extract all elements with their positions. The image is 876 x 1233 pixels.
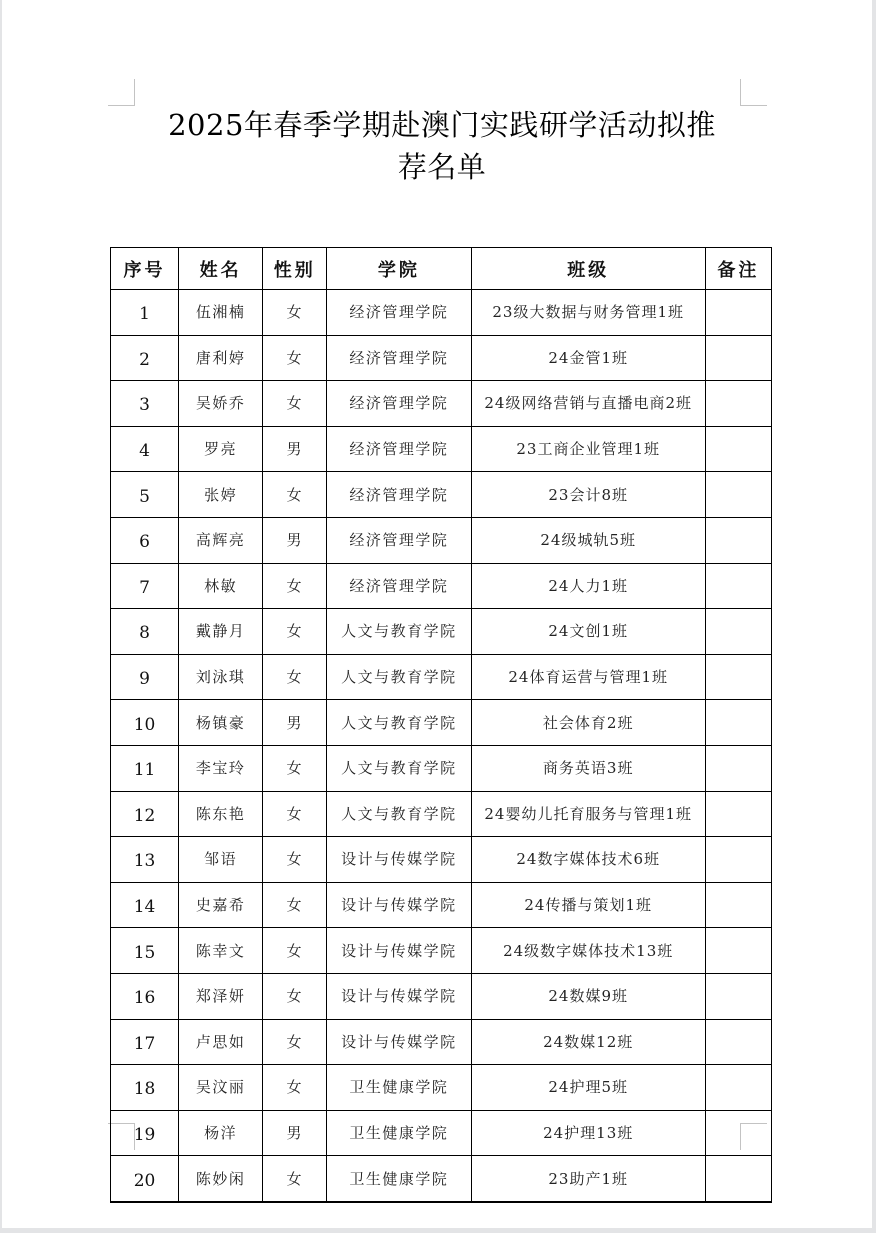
cell-gender: 女 (263, 837, 327, 883)
header-class: 班级 (471, 248, 705, 290)
table-row (111, 973, 772, 1019)
header-gender: 性别 (263, 248, 327, 290)
cell-class: 23会计8班 (471, 472, 705, 518)
cell-name: 郑泽妍 (179, 973, 263, 1019)
cell-name: 罗亮 (179, 426, 263, 472)
table-header-row (111, 248, 772, 290)
cell-serial-number: 18 (111, 1065, 179, 1111)
cell-serial-number: 5 (111, 472, 179, 518)
table-row (111, 426, 772, 472)
cell-gender: 女 (263, 745, 327, 791)
cell-class: 24婴幼儿托育服务与管理1班 (471, 791, 705, 837)
cell-name: 张婷 (179, 472, 263, 518)
cell-remark (705, 837, 771, 883)
cell-class: 24金管1班 (471, 335, 705, 381)
cell-gender: 女 (263, 882, 327, 928)
table-row (111, 290, 772, 336)
cell-remark (705, 426, 771, 472)
cell-college: 设计与传媒学院 (327, 928, 471, 974)
header-remark: 备注 (705, 248, 771, 290)
cell-serial-number: 4 (111, 426, 179, 472)
cell-gender: 男 (263, 1110, 327, 1156)
cell-name: 伍湘楠 (179, 290, 263, 336)
cell-serial-number: 14 (111, 882, 179, 928)
cell-name: 戴静月 (179, 609, 263, 655)
table-row (111, 609, 772, 655)
cell-name: 陈东艳 (179, 791, 263, 837)
table-row (111, 654, 772, 700)
cell-college: 经济管理学院 (327, 472, 471, 518)
cell-college: 卫生健康学院 (327, 1156, 471, 1202)
cell-gender: 女 (263, 1156, 327, 1202)
cell-name: 卢思如 (179, 1019, 263, 1065)
cell-college: 经济管理学院 (327, 381, 471, 427)
cell-class: 24体育运营与管理1班 (471, 654, 705, 700)
cell-remark (705, 973, 771, 1019)
cell-class: 24数媒9班 (471, 973, 705, 1019)
cell-serial-number: 7 (111, 563, 179, 609)
cell-name: 林敏 (179, 563, 263, 609)
cell-college: 经济管理学院 (327, 426, 471, 472)
cell-remark (705, 1156, 771, 1202)
cell-serial-number: 10 (111, 700, 179, 746)
cell-class: 24级网络营销与直播电商2班 (471, 381, 705, 427)
cell-serial-number: 2 (111, 335, 179, 381)
cell-gender: 女 (263, 973, 327, 1019)
margin-corner-mark-top-right (740, 79, 767, 106)
cell-class: 24护理5班 (471, 1065, 705, 1111)
table-body (111, 290, 772, 1202)
cell-class: 商务英语3班 (471, 745, 705, 791)
table-row (111, 1156, 772, 1202)
cell-gender: 女 (263, 1065, 327, 1111)
cell-college: 经济管理学院 (327, 290, 471, 336)
cell-college: 人文与教育学院 (327, 791, 471, 837)
header-name: 姓名 (179, 248, 263, 290)
header-serial-number: 序号 (111, 248, 179, 290)
cell-name: 李宝玲 (179, 745, 263, 791)
cell-college: 设计与传媒学院 (327, 882, 471, 928)
table-row (111, 837, 772, 883)
cell-gender: 女 (263, 381, 327, 427)
cell-class: 24人力1班 (471, 563, 705, 609)
cell-serial-number: 19 (111, 1110, 179, 1156)
cell-class: 23级大数据与财务管理1班 (471, 290, 705, 336)
table-row (111, 563, 772, 609)
cell-class: 24级数字媒体技术13班 (471, 928, 705, 974)
cell-remark (705, 791, 771, 837)
table-row (111, 1110, 772, 1156)
table-row (111, 517, 772, 563)
cell-serial-number: 11 (111, 745, 179, 791)
cell-college: 卫生健康学院 (327, 1110, 471, 1156)
header-college: 学院 (327, 248, 471, 290)
cell-serial-number: 1 (111, 290, 179, 336)
cell-serial-number: 20 (111, 1156, 179, 1202)
cell-college: 经济管理学院 (327, 335, 471, 381)
recommendation-table (110, 247, 772, 1203)
cell-remark (705, 472, 771, 518)
table-row (111, 381, 772, 427)
cell-gender: 女 (263, 928, 327, 974)
cell-college: 经济管理学院 (327, 517, 471, 563)
cell-gender: 女 (263, 335, 327, 381)
cell-name: 史嘉希 (179, 882, 263, 928)
cell-name: 刘泳琪 (179, 654, 263, 700)
cell-college: 卫生健康学院 (327, 1065, 471, 1111)
cell-remark (705, 609, 771, 655)
table-row (111, 472, 772, 518)
margin-corner-mark-top-left (108, 79, 135, 106)
cell-remark (705, 335, 771, 381)
cell-remark (705, 563, 771, 609)
cell-class: 社会体育2班 (471, 700, 705, 746)
table-row (111, 1019, 772, 1065)
cell-gender: 女 (263, 290, 327, 336)
cell-class: 23助产1班 (471, 1156, 705, 1202)
cell-college: 设计与传媒学院 (327, 973, 471, 1019)
table-row (111, 1065, 772, 1111)
cell-college: 人文与教育学院 (327, 609, 471, 655)
cell-gender: 女 (263, 472, 327, 518)
cell-gender: 男 (263, 700, 327, 746)
cell-serial-number: 15 (111, 928, 179, 974)
cell-college: 人文与教育学院 (327, 654, 471, 700)
cell-gender: 女 (263, 1019, 327, 1065)
cell-remark (705, 700, 771, 746)
table-row (111, 882, 772, 928)
cell-name: 唐利婷 (179, 335, 263, 381)
cell-class: 23工商企业管理1班 (471, 426, 705, 472)
cell-name: 杨洋 (179, 1110, 263, 1156)
cell-college: 人文与教育学院 (327, 745, 471, 791)
cell-gender: 女 (263, 791, 327, 837)
cell-remark (705, 1110, 771, 1156)
cell-remark (705, 517, 771, 563)
cell-name: 高辉亮 (179, 517, 263, 563)
cell-serial-number: 13 (111, 837, 179, 883)
cell-gender: 女 (263, 563, 327, 609)
cell-gender: 男 (263, 426, 327, 472)
table-row (111, 745, 772, 791)
table-row (111, 791, 772, 837)
cell-gender: 女 (263, 609, 327, 655)
table-row (111, 928, 772, 974)
cell-name: 吴汶丽 (179, 1065, 263, 1111)
document-title (110, 104, 774, 188)
cell-college: 设计与传媒学院 (327, 837, 471, 883)
cell-college: 设计与传媒学院 (327, 1019, 471, 1065)
cell-name: 杨镇豪 (179, 700, 263, 746)
cell-remark (705, 290, 771, 336)
cell-college: 经济管理学院 (327, 563, 471, 609)
table-row (111, 700, 772, 746)
cell-serial-number: 9 (111, 654, 179, 700)
cell-college: 人文与教育学院 (327, 700, 471, 746)
cell-class: 24数媒12班 (471, 1019, 705, 1065)
cell-remark (705, 381, 771, 427)
cell-class: 24文创1班 (471, 609, 705, 655)
cell-serial-number: 8 (111, 609, 179, 655)
table-row (111, 335, 772, 381)
title-line-1: 2025年春季学期赴澳门实践研学活动拟推 (168, 108, 716, 142)
cell-class: 24护理13班 (471, 1110, 705, 1156)
cell-class: 24级城轨5班 (471, 517, 705, 563)
cell-serial-number: 6 (111, 517, 179, 563)
cell-name: 陈幸文 (179, 928, 263, 974)
cell-name: 邹语 (179, 837, 263, 883)
cell-serial-number: 16 (111, 973, 179, 1019)
title-line-2: 荐名单 (397, 150, 487, 184)
cell-gender: 女 (263, 654, 327, 700)
cell-serial-number: 12 (111, 791, 179, 837)
cell-gender: 男 (263, 517, 327, 563)
cell-remark (705, 1065, 771, 1111)
cell-serial-number: 3 (111, 381, 179, 427)
cell-remark (705, 882, 771, 928)
cell-remark (705, 654, 771, 700)
cell-class: 24数字媒体技术6班 (471, 837, 705, 883)
cell-name: 吴娇乔 (179, 381, 263, 427)
cell-serial-number: 17 (111, 1019, 179, 1065)
cell-name: 陈妙闲 (179, 1156, 263, 1202)
cell-remark (705, 1019, 771, 1065)
cell-class: 24传播与策划1班 (471, 882, 705, 928)
cell-remark (705, 928, 771, 974)
cell-remark (705, 745, 771, 791)
